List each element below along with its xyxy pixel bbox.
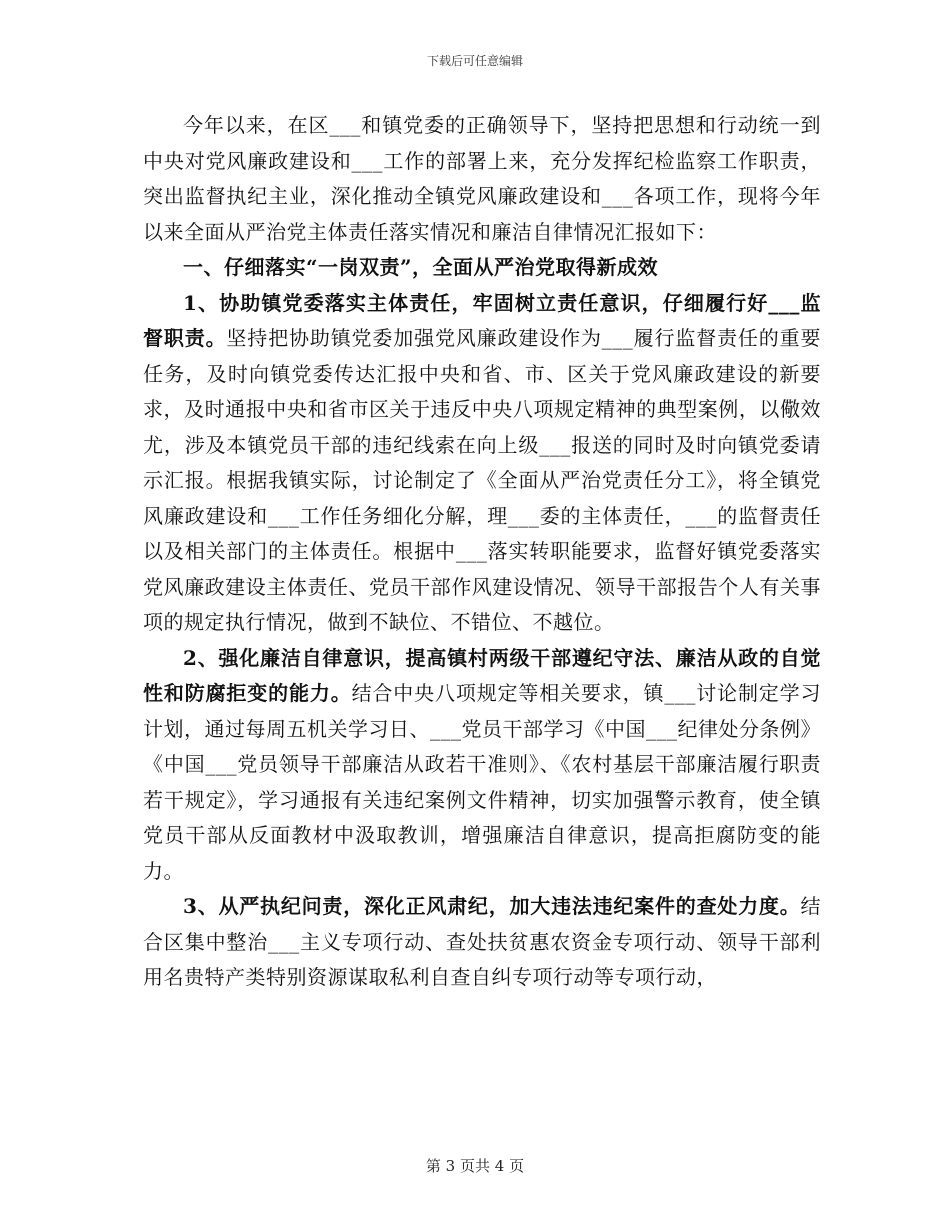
page-footer: 第 3 页共 4 页 [425, 1157, 525, 1175]
item-lead: 3、从严执纪问责，深化正风肃纪，加大违法违纪案件的查处力度。 [183, 894, 801, 918]
item-lead: 2、强化廉洁自律意识，提高镇村两级干部遵纪守法、廉洁从政的自觉性和防腐拒变的能力。 [143, 645, 821, 705]
paragraph-text: 今年以来，在区___和镇党委的正确领导下，坚持把思想和行动统一到中央对党风廉政建设和___工作的部署上来，充分发挥纪检监察工作职责，突出监督执纪主业，深化推动全镇党风廉政建设和___各项工作，现将今年以来全面从严治党主体责任落实情况和廉洁自律情况汇报如下： [143, 113, 821, 244]
paragraph-text: 结合区集中整治___主义专项行动、查处扶贫惠农资金专项行动、领导干部利用名贵特产类特别资源谋取私利自查自纠专项行动等专项行动， [143, 894, 821, 989]
paragraph-intro [143, 108, 821, 250]
heading-text: 一、仔细落实“一岗双责”，全面从严治党取得新成效 [183, 255, 659, 279]
item-lead: 1、协助镇党委落实主体责任，牢固树立责任意识，仔细履行好___监督职责。 [143, 290, 821, 350]
paragraph-item-2 [143, 641, 821, 890]
paragraph-item-3 [143, 889, 821, 996]
paragraph-text: 坚持把协助镇党委加强党风廉政建设作为___履行监督责任的重要任务，及时向镇党委传达汇报中央和省、市、区关于党风廉政建设的新要求，及时通报中央和省市区关于违反中央八项规定精神的典型案例，以儆效尤，涉及本镇党员干部的违纪线索在向上级___报送的同时及时向镇党委请示汇报。根据我镇实际，讨论制定了《全面从严治党责任分工》，将全镇党风廉政建设和___工作任务细化分解，理___委的主体责任，___的监督责任以及相关部门的主体责任。根据中___落实转职能要求，监督好镇党委落实党风廉政建设主体责任、党员干部作风建设情况、领导干部报告个人有关事项的规定执行情况，做到不缺位、不错位、不越位。 [143, 326, 822, 634]
paragraph-text: 结合中央八项规定等相关要求，镇___讨论制定学习计划，通过每周五机关学习日、___党员干部学习《中国___纪律处分条例》《中国___党员领导干部廉洁从政若干准则》、《农村基层干部廉洁履行职责若干规定》，学习通报有关违纪案例文件精神，切实加强警示教育，使全镇党员干部从反面教材中汲取教训，增强廉洁自律意识，提高拒腐防变的能力。 [143, 681, 822, 883]
document-body [143, 108, 821, 996]
paragraph-item-1 [143, 286, 821, 641]
page-header: 下载后可任意编辑 [426, 54, 523, 68]
section-heading [143, 250, 821, 286]
